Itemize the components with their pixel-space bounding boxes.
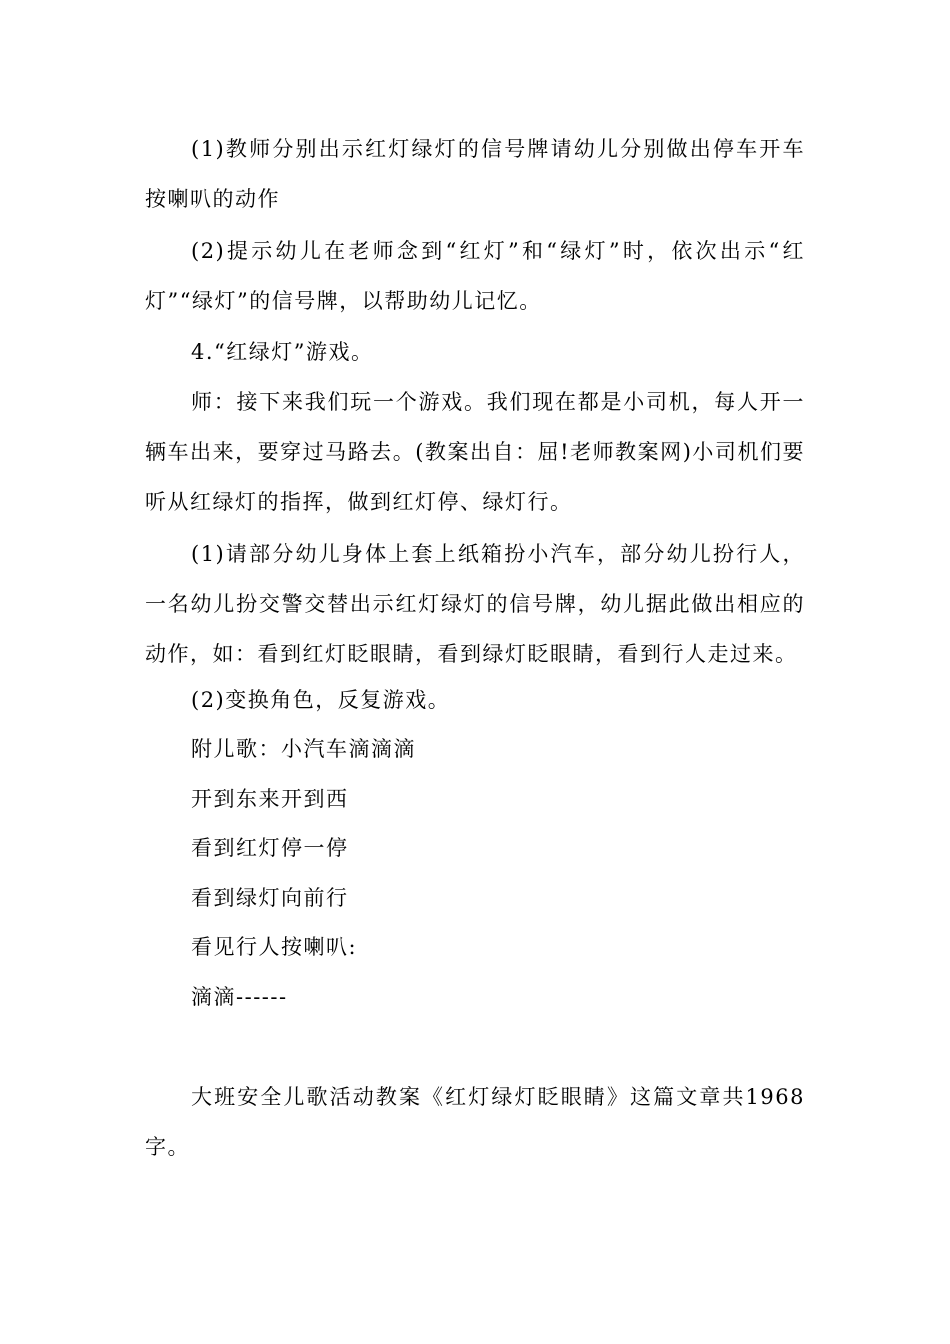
song-line: 看到绿灯向前行 <box>191 886 349 910</box>
song-line: 看见行人按喇叭: <box>191 935 358 959</box>
paragraph-teacher-intro: 师：接下来我们玩一个游戏。我们现在都是小司机，每人开一辆车出来，要穿过马路去。(教案出自：屈!老师教案网)小司机们要听从红绿灯的指挥，做到红灯停、绿灯行。 <box>145 390 805 514</box>
song-line: 开到东来开到西 <box>191 787 349 811</box>
article-summary: 大班安全儿歌活动教案《红灯绿灯眨眼睛》这篇文章共1968字。 <box>145 1085 805 1159</box>
section-heading-game: 4.“红绿灯”游戏。 <box>191 340 374 364</box>
paragraph-step-1: (1)教师分别出示红灯绿灯的信号牌请幼儿分别做出停车开车按喇叭的动作 <box>145 137 805 211</box>
song-line: 看到红灯停一停 <box>191 836 349 860</box>
paragraph-game-step-1: (1)请部分幼儿身体上套上纸箱扮小汽车，部分幼儿扮行人，一名幼儿扮交警交替出示红灯绿灯的信号牌，幼儿据此做出相应的动作，如：看到红灯眨眼睛，看到绿灯眨眼睛，看到行人走过来。 <box>145 542 805 666</box>
paragraph-game-step-2: (2)变换角色，反复游戏。 <box>191 688 451 712</box>
song-title: 附儿歌：小汽车滴滴滴 <box>191 737 416 761</box>
paragraph-step-2: (2)提示幼儿在老师念到“红灯”和“绿灯”时，依次出示“红灯”“绿灯”的信号牌，以帮助幼儿记忆。 <box>145 239 805 313</box>
song-line: 滴滴------ <box>191 985 288 1009</box>
